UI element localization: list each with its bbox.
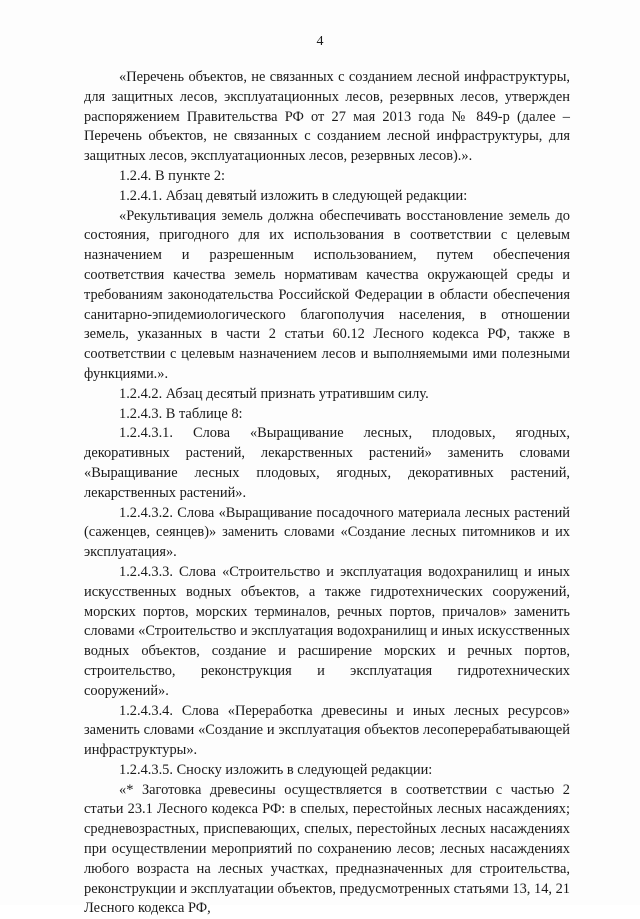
paragraph-p7: 1.2.4.3.1. Слова «Выращивание лесных, плодовых, ягодных, декоративных растений, лекарственных растений» заменить словами «Выращивание лесных плодовых, ягодных, декоративных растений, лекарственных растений». — [84, 425, 570, 501]
paragraph-p2: 1.2.4. В пункте 2: — [119, 167, 226, 184]
paragraph-p8: 1.2.4.3.2. Слова «Выращивание посадочного материала лесных растений (саженцев, сеянцев)» заменить словами «Создание лесных питомников и их эксплуатация». — [84, 504, 570, 561]
document-body — [84, 68, 570, 919]
paragraph-p4: «Рекультивация земель должна обеспечивать восстановление земель до состояния, пригодного для их использования в соответствии с целевым назначением и разрешенным использованием, путем обеспечения соответствия качества земель нормативам качества окружающей среды и требованиям законодательства Российской Федерации в области обеспечения санитарно-эпидемиологического благополучия населения, в отношении земель, указанных в части 2 статьи 60.12 Лесного кодекса РФ, также в соответствии с целевым назначением лесов и выполняемыми ими полезными функциями.». — [84, 207, 570, 382]
paragraph-p1: «Перечень объектов, не связанных с созданием лесной инфраструктуры, для защитных лесов, эксплуатационных лесов, резервных лесов, утвержден распоряжением Правительства РФ от 27 мая 2013 года № 849-р (далее – Перечень объектов, не связанных с созданием лесной инфраструктуры, для защитных лесов, эксплуатационных лесов, резервных лесов).». — [84, 69, 570, 165]
page-number: 4 — [316, 34, 324, 49]
paragraph-p9: 1.2.4.3.3. Слова «Строительство и эксплуатация водохранилищ и иных искусственных водных объектов, а также гидротехнических сооружений, морских портов, морских терминалов, речных портов, причалов» заменить словами «Строительство и эксплуатация водохранилищ и иных искусственных водных объектов, создание и расширение морских и речных портов, строительство, реконструкция и эксплуатация гидротехнических сооружений». — [84, 563, 570, 699]
paragraph-p6: 1.2.4.3. В таблице 8: — [119, 405, 243, 422]
paragraph-p3: 1.2.4.1. Абзац девятый изложить в следующей редакции: — [119, 187, 468, 204]
paragraph-p5: 1.2.4.2. Абзац десятый признать утратившим силу. — [119, 385, 429, 402]
paragraph-p10: 1.2.4.3.4. Слова «Переработка древесины и иных лесных ресурсов» заменить словами «Создание и эксплуатация объектов лесоперерабатывающей инфраструктуры». — [84, 702, 570, 759]
paragraph-p12: «* Заготовка древесины осуществляется в соответствии с частью 2 статьи 23.1 Лесного кодекса РФ: в спелых, перестойных лесных насаждениях; средневозрастных, приспевающих, спелых, перестойных лесных насаждениях при осуществлении мероприятий по сохранению лесов; лесных насаждениях любого возраста на лесных участках, предназначенных для строительства, реконструкции и эксплуатации объектов, предусмотренных статьями 13, 14, 21 Лесного кодекса РФ, — [84, 781, 570, 917]
paragraph-p11: 1.2.4.3.5. Сноску изложить в следующей редакции: — [119, 761, 433, 778]
